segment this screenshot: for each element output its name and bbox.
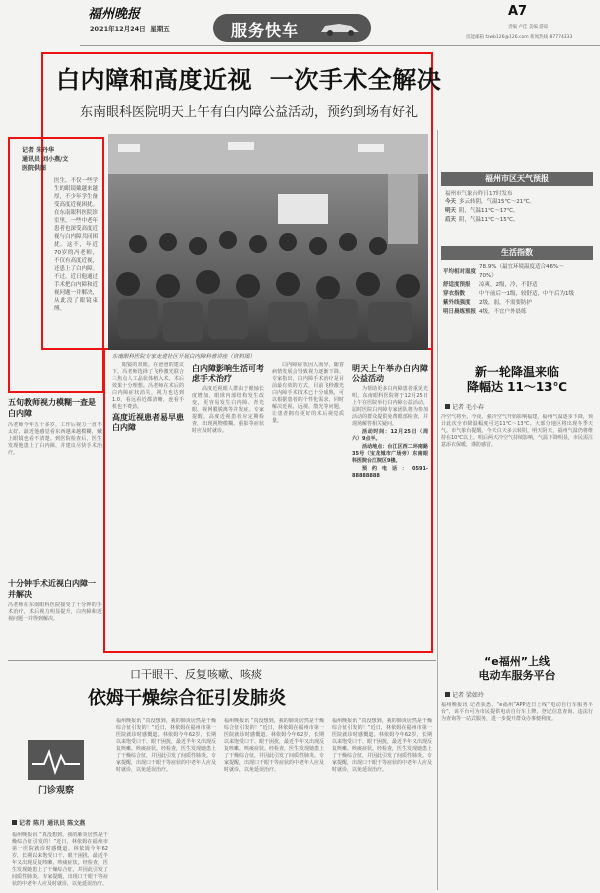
dry-eye-body-left: 福州晚报讯 “真没想到，我的肺炎居然是干燥综合征引发的！”近日，林依姆在福州市第一医院就诊时感慨道。林依姆今年62岁，长期以来饱受口干、眼干困扰，最近半年又出现反复咳嗽、咳痰症状。经检查，医生发现她患上了干燥综合征，并因此引发了间质性肺炎。专家提醒，出现口干眼干等症状的中老年人应及时就诊，以免延误治疗。 (12, 832, 108, 887)
article-col-1 (112, 362, 184, 650)
col1-text: 眼镜的双眼。在爸爸的建议下，冯老师选择了飞秒激光联合三焦点人工晶状体植入术。术后效果十分理想。冯老师在术后的白内障症状消失，视力也达到1.0，看远看近都清晰，连看手机也不费劲。 (112, 362, 184, 410)
weather-panel (441, 172, 593, 242)
dry-eye-col-3: 福州晚报讯 “真没想到，我的肺炎居然是干燥综合征引发的！”近日，林依姆在福州市第一医院就诊时感慨道。林依姆今年62岁，长期以来饱受口干、眼干困扰，最近半年又出现反复咳嗽、咳痰症状。经检查，医生发现她患上了干燥综合征，并因此引发了间质性肺炎。专家提醒，出现口干眼干等症状的中老年人应及时就诊，以免延误治疗。 (332, 718, 432, 773)
section-title: 服务快车 (231, 21, 300, 40)
life-index-header-label: 生活指数 (501, 248, 533, 257)
event-time: 活动时间：12月25日（周六）9点半。 (352, 429, 428, 442)
efuzhou-headline: “e福州”上线 电动车服务平台 (478, 655, 556, 682)
main-photo (108, 134, 428, 350)
bottom-divider (8, 660, 436, 661)
cold-wave-story (441, 365, 593, 645)
dry-eye-col-2: 福州晚报讯 “真没想到，我的肺炎居然是干燥综合征引发的！”近日，林依姆在福州市第一医院就诊时感慨道。林依姆今年62岁，长期以来饱受口干、眼干困扰，最近半年又出现反复咳嗽、咳痰症状。经检查，医生发现她患上了干燥综合征，并因此引发了间质性肺炎。专家提醒，出现口干眼干等症状的中老年人应及时就诊，以免延误治疗。 (224, 718, 324, 773)
booking-phone: 预约电话：0591-88888888 (352, 466, 428, 479)
article-col-3 (272, 362, 344, 650)
clinic-badge (24, 740, 88, 798)
life-index-row: 平均相对湿度 78.9%（最宜环境温度适合46%～70%） (443, 264, 564, 279)
subhead-3: 明天上午举办白内障公益活动 (352, 364, 428, 383)
byline-square-icon (445, 404, 450, 409)
col4-text: 为帮助更多白内障患者重见光明，东南眼科医院将于12月25日上午在医院举行白内障公益活动，届时医院白内障专家团队将为参加活动的群众提供免费眼部检查，并现场解答相关疑问。 (352, 386, 428, 427)
main-subhead: 东南眼科医院明天上午有白内障公益活动，预约到场有好礼 (80, 105, 419, 120)
masthead (0, 0, 600, 52)
dry-eye-headline: 依姆干燥综合征引发肺炎 (88, 688, 286, 709)
life-index-row: 穿衣指数 中午前后一1级，较舒适，中午后为1级 (443, 291, 575, 297)
byline-square-icon (445, 692, 450, 697)
left-story-body2: 冯老师在东南眼科医院接受了十分钟的手术治疗，术后视力明显提升，白内障和近视问题一并得到解决。 (8, 602, 102, 622)
weather-row: 明天 阴，气温11℃～17℃。 (445, 208, 519, 214)
issue-date: 2021年12月24日 星期五 (90, 25, 170, 33)
clinic-label: 门诊观察 (37, 786, 74, 796)
article-col-2 (192, 362, 264, 650)
life-index-panel (441, 246, 593, 338)
page-editors: 责编 卢佳 美编 游琼 (508, 25, 549, 30)
subhead-1: 高度近视患者易早患白内障 (112, 413, 184, 432)
masthead-divider (80, 45, 600, 46)
heartbeat-icon (28, 740, 84, 780)
life-index-row: 舒适度预报 凉爽，2级，冷，不舒适 (443, 282, 538, 288)
left-story-title2: 十分钟手术近视白内障一并解决 (8, 579, 96, 599)
efuzhou-byline: 记者 梁如玲 (445, 690, 593, 699)
efuzhou-body: 福州晚报讯 记者获悉，“e福州”APP近日上线“电动自行车服务平台”，该平台可为市民提供电动自行车上牌、登记信息查询、违法行为查询等一站式服务，进一步提升群众办事便利度。 (441, 702, 593, 722)
article-col-4 (352, 362, 428, 650)
dry-eye-overline: 口干眼干、反复咳嗽、咳痰 (130, 668, 262, 681)
col2-text: 高度近视眼人群由于眼轴长度增加，眼球内部结构发生改变，更容易发生白内障、青光眼、视网膜脱离等并发症。专家提醒，高度近视患者应定期检查，出现视物模糊、重影等症状时应及时就诊。 (192, 386, 264, 434)
life-index-row: 紫外线强度 2级，弱，不需要防护 (443, 300, 533, 306)
subhead-2: 白内障影响生活可考虑手术治疗 (192, 364, 264, 383)
audience-illustration (108, 134, 428, 350)
byline-square-icon (12, 820, 17, 825)
car-icon (317, 20, 363, 36)
section-banner (213, 14, 371, 42)
life-index-row: 明日晨练预报 4级，不宜户外晨练 (443, 309, 527, 315)
left-story-body: 冯老师今年五十多岁，工作后视力一直不太好。最近他感觉看东西越来越模糊，戴上眼镜也看不清楚。到医院检查后，医生发现他患上了白内障，并建议尽快手术治疗。 (8, 422, 102, 456)
cold-wave-body: 冷空气将至。今夜，强冷空气开始影响福建，福州气温逐步下降，预计此次全市降温幅度可达11℃～13℃。大部分地区将出现冬季天气。市气象台提醒，今天白天多云转阴，明天阴天，福州气温仍将维持在10℃以上。明后两天冷空气持续影响，气温下降明显，市民需注意添衣保暖，谨防感冒。 (441, 414, 593, 448)
weather-source: 福州市气象台昨日17时发布 (445, 191, 513, 197)
life-index-table (443, 263, 579, 317)
efuzhou-story (441, 655, 593, 885)
article-columns (112, 362, 430, 650)
right-column-divider (437, 130, 438, 890)
dry-eye-byline: 记者 陈月 通讯员 陈文燕 (12, 818, 85, 827)
cold-wave-headline: 新一轮降温来临 降幅达 11～13℃ (466, 365, 568, 394)
dry-eye-col-1: 福州晚报讯 “真没想到，我的肺炎居然是干燥综合征引发的！”近日，林依姆在福州市第一医院就诊时感慨道。林依姆今年62岁，长期以来饱受口干、眼干困扰，最近半年又出现反复咳嗽、咳痰症状。经检查，医生发现她患上了干燥综合征，并因此引发了间质性肺炎。专家提醒，出现口干眼干等症状的中老年人应及时就诊，以免延误治疗。 (116, 718, 216, 773)
paper-logo: 福州晚报 (88, 7, 141, 22)
weather-row: 今天 多云转阴，气温15℃～21℃。 (445, 199, 535, 205)
weather-header (441, 172, 593, 186)
event-place: 活动地点：台江区西二环南路35号（宝龙城市广场旁）东南眼科医院台江院区9楼。 (352, 444, 428, 464)
page-number: A7 (508, 4, 528, 19)
weather-header-label: 福州市区天气预报 (485, 174, 549, 183)
col3-text: 白内障症状因人而异，随着病情发展会导致视力逐渐下降。专家指出，白内障手术治疗是目前最有效的方式，目前飞秒激光白内障手术技术已十分成熟，可以根据患者的个性化需求，同时解决近视、远视、散光等问题，让患者拥有更好的术后视觉质量。 (272, 362, 344, 424)
weather-table (445, 198, 538, 225)
page-contacts: 技能邮箱 fzwb126@126.com 新闻热线 87774333 (466, 35, 573, 40)
main-headline: 白内障和高度近视 一次手术全解决 (56, 66, 442, 94)
life-index-header (441, 246, 593, 260)
left-story-title: 五旬教师视力模糊一查是白内障 (8, 398, 96, 418)
byline: 记者 朱丹华 通讯员 刘小燕/文 医院供图 (22, 147, 69, 172)
dry-eye-columns (116, 718, 434, 888)
cold-wave-byline: 记者 毛小春 (445, 402, 593, 411)
left-story (8, 395, 102, 655)
weather-row: 后天 阴，气温11℃～15℃。 (445, 217, 519, 223)
photo-caption: 东南眼科医院专家走进社区开展白内障科普讲座（资料图） (112, 354, 256, 360)
lead-body: 医生，不仅一些学生的眼镜戴越来越厚，不少年学生备受高度近视困扰。在东南眼科医院诊室里，一些中老年患者也深受高度近视与白内障共同困扰。这不，年近70岁的冯老师，不仅有高度近视，还患上了白内障。不过，近日他通过手术把白内障和近视问题一并解决，从此没了眼镜束缚。 (54, 178, 98, 312)
